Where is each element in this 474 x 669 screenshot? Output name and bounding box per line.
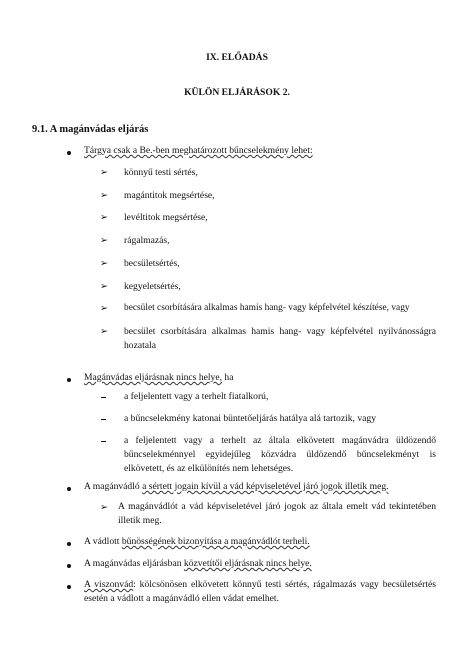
bullet-4-prefix: A vádlott	[84, 536, 122, 547]
list-item: a feljelentett vagy a terhelt fiatalkorú,	[124, 391, 269, 402]
list-item: becsület csorbítására alkalmas hamis hang- vagy képfelvétel készítése, vagy	[124, 303, 410, 313]
list-item: levéltitok megsértése,	[124, 212, 208, 223]
list-item: könnyű testi sértés,	[124, 167, 198, 178]
bullet-3-underlined: a sértett jogain kívül a vád képviseletével járó jogok illetik meg.	[142, 481, 389, 492]
list-item: magántitok megsértése,	[124, 190, 215, 201]
section-heading: 9.1. A magánvádas eljárás	[32, 124, 149, 135]
bullet-4-underlined: bűnösségének bizonyítása a magánvádlót terheli.	[121, 536, 310, 547]
bullet-5-prefix: A magánvádas eljárásban	[84, 558, 184, 569]
bullet-text	[84, 481, 389, 492]
bullet-marker	[67, 378, 71, 382]
page-title: IX. ELŐADÁS	[206, 52, 268, 63]
bullet-marker	[67, 585, 71, 589]
list-item: kegyeletsértés,	[124, 281, 181, 292]
arrow-icon: ➢	[100, 167, 109, 178]
page-subtitle: KÜLÖN ELJÁRÁSOK 2.	[184, 87, 290, 98]
bullet-6-underlined: A viszonvád	[84, 579, 134, 590]
list-item: A magánvádlót a vád képviseletével járó jogok az általa emelt vád tekintetében illetik meg.	[118, 501, 436, 526]
dash-marker	[101, 397, 106, 398]
bullet-6-rest: : kölcsönösen elkövetett könnyű testi sértés, rágalmazás vagy becsületsértés esetén a vádlott a magánvádló ellen vádat emelhet.	[84, 579, 436, 604]
arrow-icon: ➢	[100, 303, 109, 314]
list-item: a feljelentett vagy a terhelt az általa elkövetett magánvádra üldözendő bűncselekménnyel egyidejűleg közvádra üldözendő bűncselekményt is elkövetett, és az elkülönítés nem lehetséges.	[124, 435, 436, 474]
bullet-5-underlined: közvetítői eljárásnak nincs helye.	[183, 558, 312, 569]
arrow-icon: ➢	[100, 235, 109, 246]
list-item: a bűncselekmény katonai büntetőeljárás hatálya alá tartozik, vagy	[124, 413, 376, 424]
bullet-text	[84, 145, 313, 156]
arrow-icon: ➢	[100, 212, 109, 223]
arrow-icon: ➢	[100, 190, 109, 201]
bullet-text	[84, 536, 310, 547]
bullet-text	[84, 558, 312, 569]
list-item: becsület csorbítására alkalmas hamis hang- vagy képfelvétel nyilvánosságra hozatala	[124, 326, 436, 351]
dash-marker	[101, 419, 106, 420]
bullet-text	[84, 578, 436, 606]
bullet-1-text: Tárgya csak a Be.-ben meghatározott bűncselekmény lehet:	[84, 145, 313, 156]
bullet-text	[84, 372, 233, 383]
arrow-icon: ➢	[100, 281, 109, 292]
dash-marker	[101, 441, 106, 442]
bullet-2-rest: ha	[222, 372, 234, 383]
bullet-marker	[67, 542, 71, 546]
arrow-icon: ➢	[100, 502, 109, 513]
arrow-icon: ➢	[100, 326, 109, 337]
bullet-marker	[67, 564, 71, 568]
bullet-3-prefix: A magánvádló	[84, 481, 143, 492]
list-item: rágalmazás,	[124, 235, 170, 246]
bullet-2-underlined: Magánvádas eljárásnak nincs helye,	[84, 372, 222, 383]
bullet-marker	[67, 487, 71, 491]
arrow-icon: ➢	[100, 258, 109, 269]
list-item: becsületsértés,	[124, 258, 180, 269]
bullet-marker	[67, 151, 71, 155]
